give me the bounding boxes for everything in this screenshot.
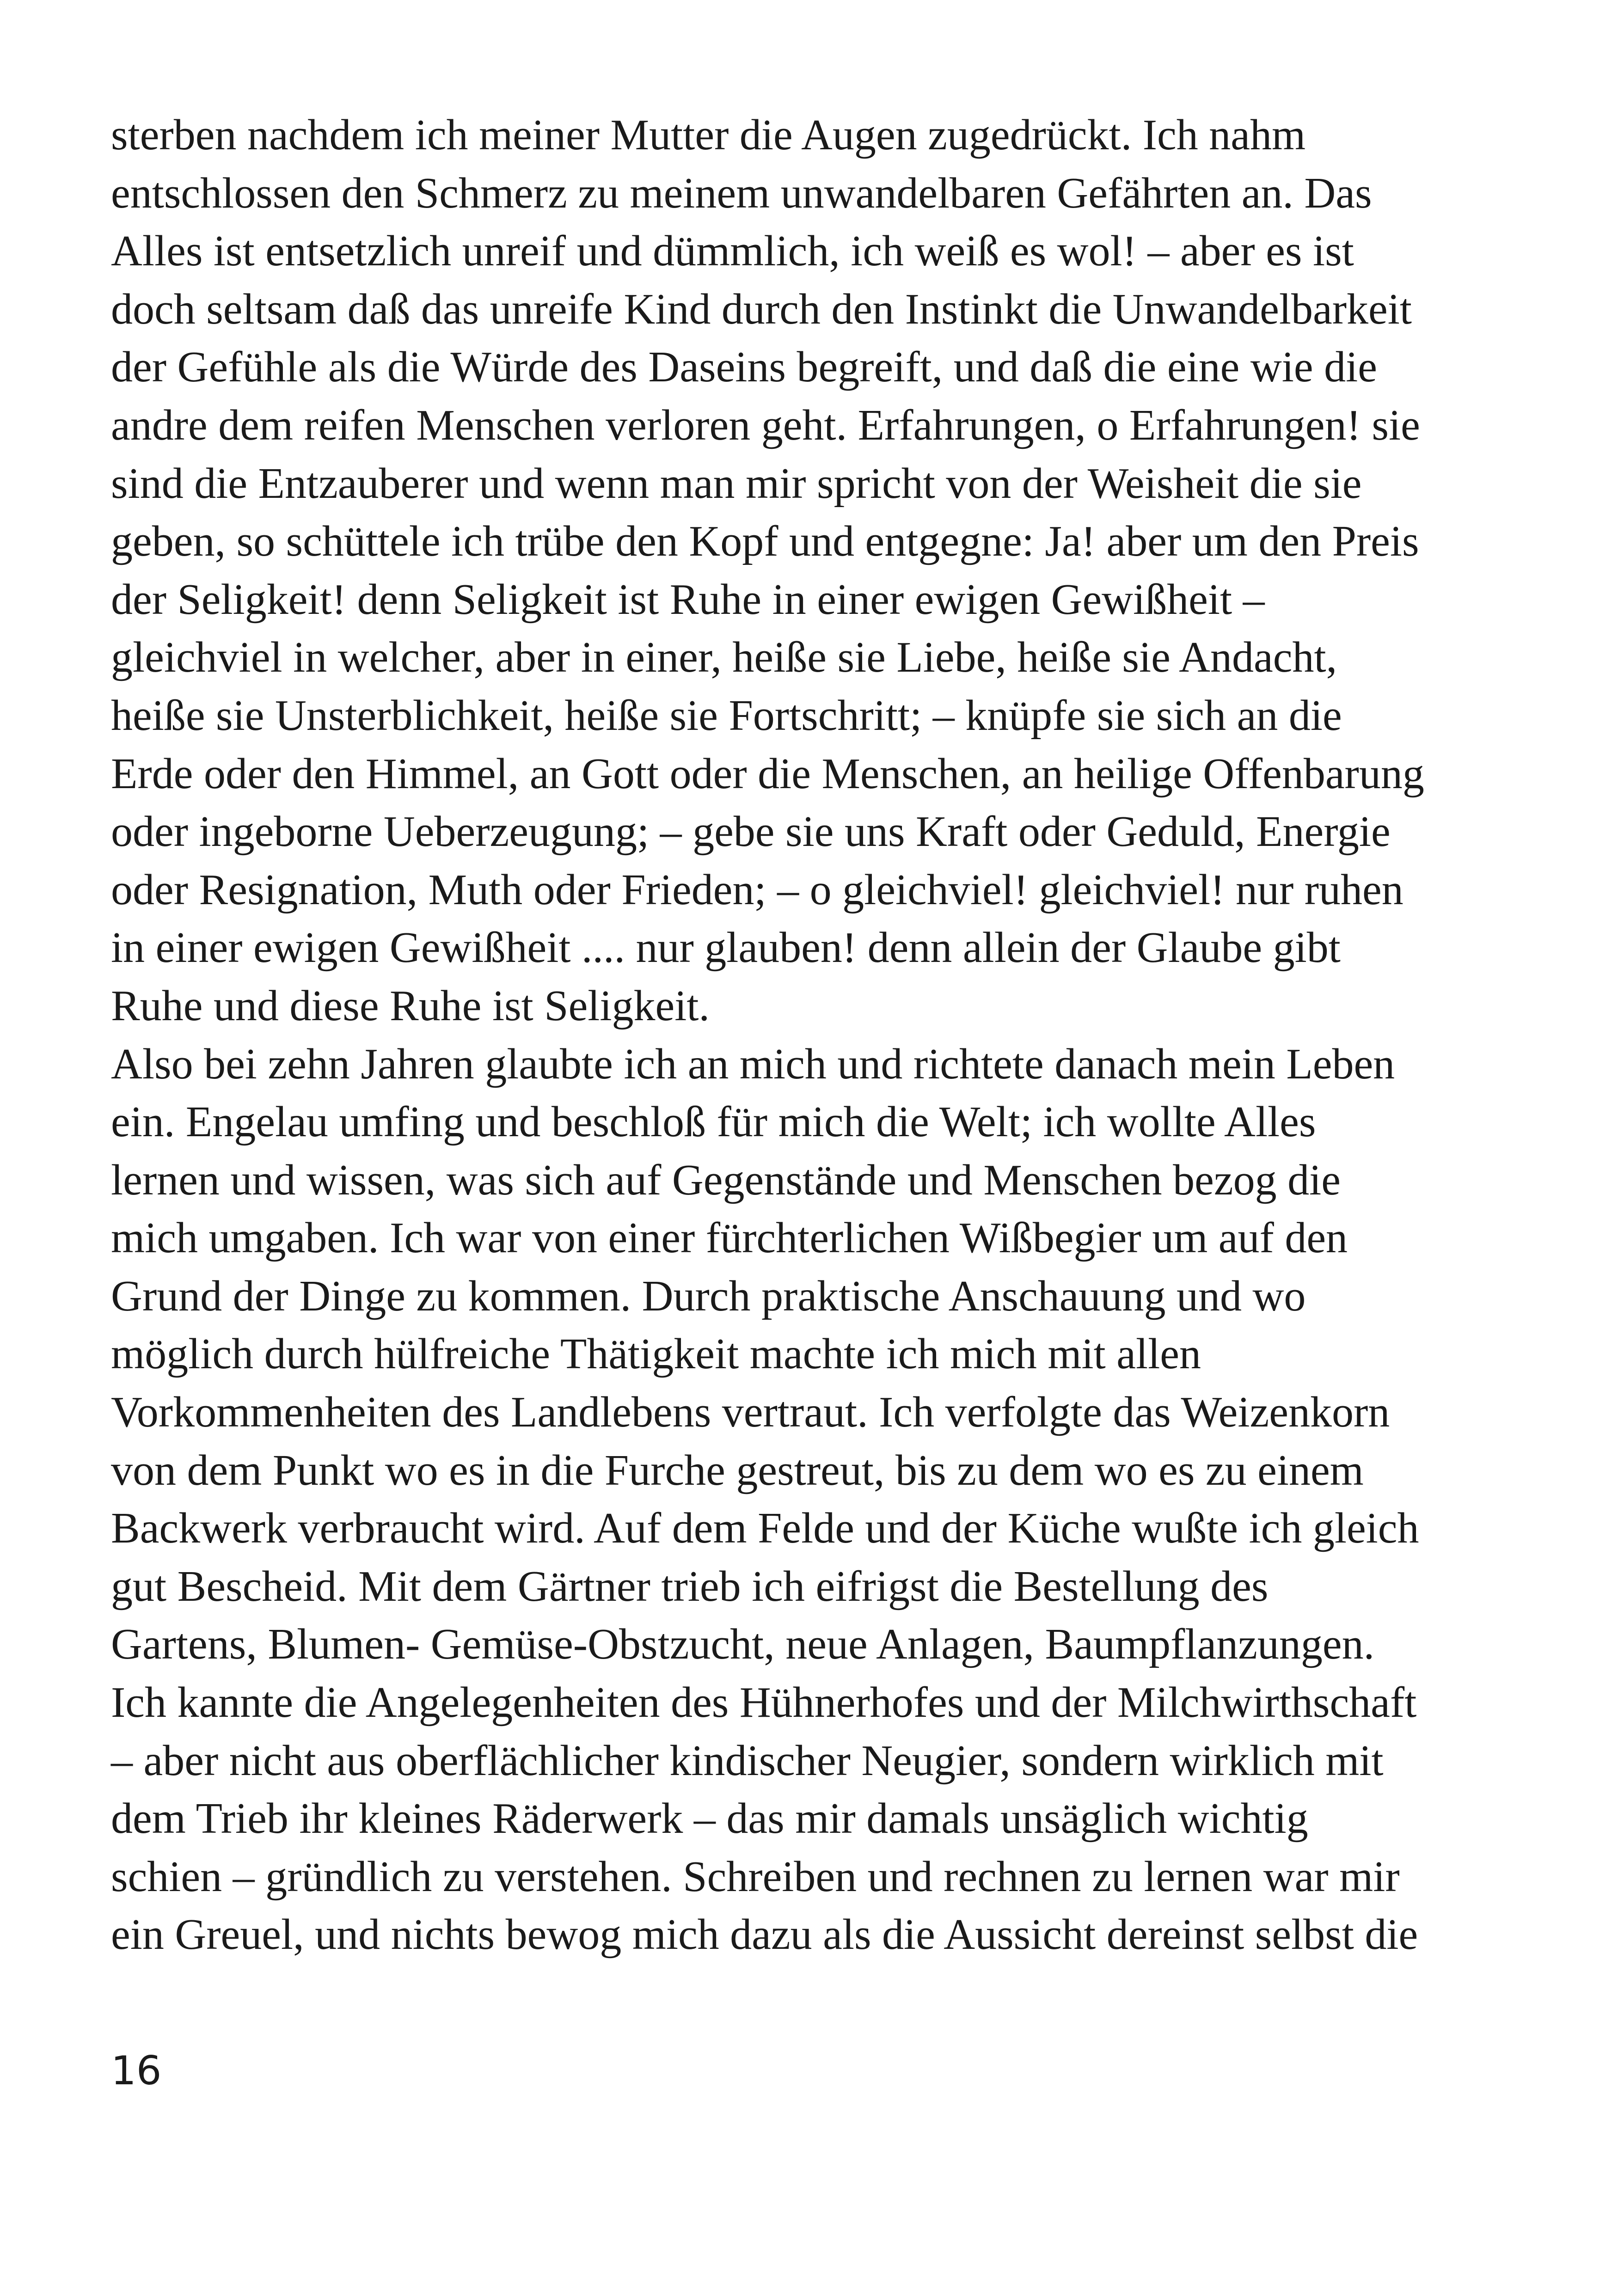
text-line: – aber nicht aus oberflächlicher kindischer Neugier, sondern wirklich mit [111,1736,1384,1785]
text-line: gut Bescheid. Mit dem Gärtner trieb ich eifrigst die Bestellung des [111,1562,1269,1610]
text-line: sind die Entzauberer und wenn man mir spricht von der Weisheit die sie [111,459,1362,508]
text-line: Ich kannte die Angelegenheiten des Hühnerhofes und der Milchwirthschaft [111,1678,1417,1727]
text-line: sterben nachdem ich meiner Mutter die Augen zugedrückt. Ich nahm [111,111,1306,159]
text-line: andre dem reifen Menschen verloren geht. Erfahrungen, o Erfahrungen! sie [111,401,1420,449]
text-line: möglich durch hülfreiche Thätigkeit machte ich mich mit allen [111,1330,1201,1378]
text-line: oder Resignation, Muth oder Frieden; – o gleichviel! gleichviel! nur ruhen [111,865,1403,914]
text-line: ein Greuel, und nichts bewog mich dazu als die Aussicht dereinst selbst die [111,1910,1418,1959]
text-line: oder ingeborne Ueberzeugung; – gebe sie uns Kraft oder Geduld, Energie [111,808,1391,856]
text-line: lernen und wissen, was sich auf Gegenstände und Menschen bezog die [111,1156,1341,1204]
text-line: geben, so schüttele ich trübe den Kopf und entgegne: Ja! aber um den Preis [111,517,1419,566]
text-line: ein. Engelau umfing und beschloß für mich die Welt; ich wollte Alles [111,1098,1316,1146]
text-line: Grund der Dinge zu kommen. Durch praktische Anschauung und wo [111,1272,1306,1320]
text-line: schien – gründlich zu verstehen. Schreiben und rechnen zu lernen war mir [111,1852,1400,1901]
text-line: in einer ewigen Gewißheit .... nur glauben! denn allein der Glaube gibt [111,924,1341,972]
text-line: gleichviel in welcher, aber in einer, heiße sie Liebe, heiße sie Andacht, [111,633,1337,682]
page-number: 16 [111,2048,162,2094]
text-line: entschlossen den Schmerz zu meinem unwandelbaren Gefährten an. Das [111,169,1372,217]
text-line: Vorkommenheiten des Landlebens vertraut. Ich verfolgte das Weizenkorn [111,1388,1390,1437]
text-line: Backwerk verbraucht wird. Auf dem Felde und der Küche wußte ich gleich [111,1504,1419,1553]
text-line: Alles ist entsetzlich unreif und dümmlich, ich weiß es wol! – aber es ist [111,227,1354,276]
text-line: Gartens, Blumen- Gemüse-Obstzucht, neue Anlagen, Baumpflanzungen. [111,1620,1375,1669]
text-line: der Seligkeit! denn Seligkeit ist Ruhe in einer ewigen Gewißheit – [111,575,1265,624]
text-line: Also bei zehn Jahren glaubte ich an mich und richtete danach mein Leben [111,1040,1395,1088]
text-line: doch seltsam daß das unreife Kind durch den Instinkt die Unwandelbarkeit [111,285,1412,333]
text-line: Ruhe und diese Ruhe ist Seligkeit. [111,981,710,1030]
text-line: von dem Punkt wo es in die Furche gestreut, bis zu dem wo es zu einem [111,1446,1364,1494]
text-line: heiße sie Unsterblichkeit, heiße sie Fortschritt; – knüpfe sie sich an die [111,691,1342,740]
text-line: dem Trieb ihr kleines Räderwerk – das mir damals unsäglich wichtig [111,1794,1308,1843]
text-line: der Gefühle als die Würde des Daseins begreift, und daß die eine wie die [111,343,1377,392]
text-line: mich umgaben. Ich war von einer fürchterlichen Wißbegier um auf den [111,1214,1348,1262]
text-line: Erde oder den Himmel, an Gott oder die Menschen, an heilige Offenbarung [111,749,1424,798]
body-text [111,106,1516,1964]
